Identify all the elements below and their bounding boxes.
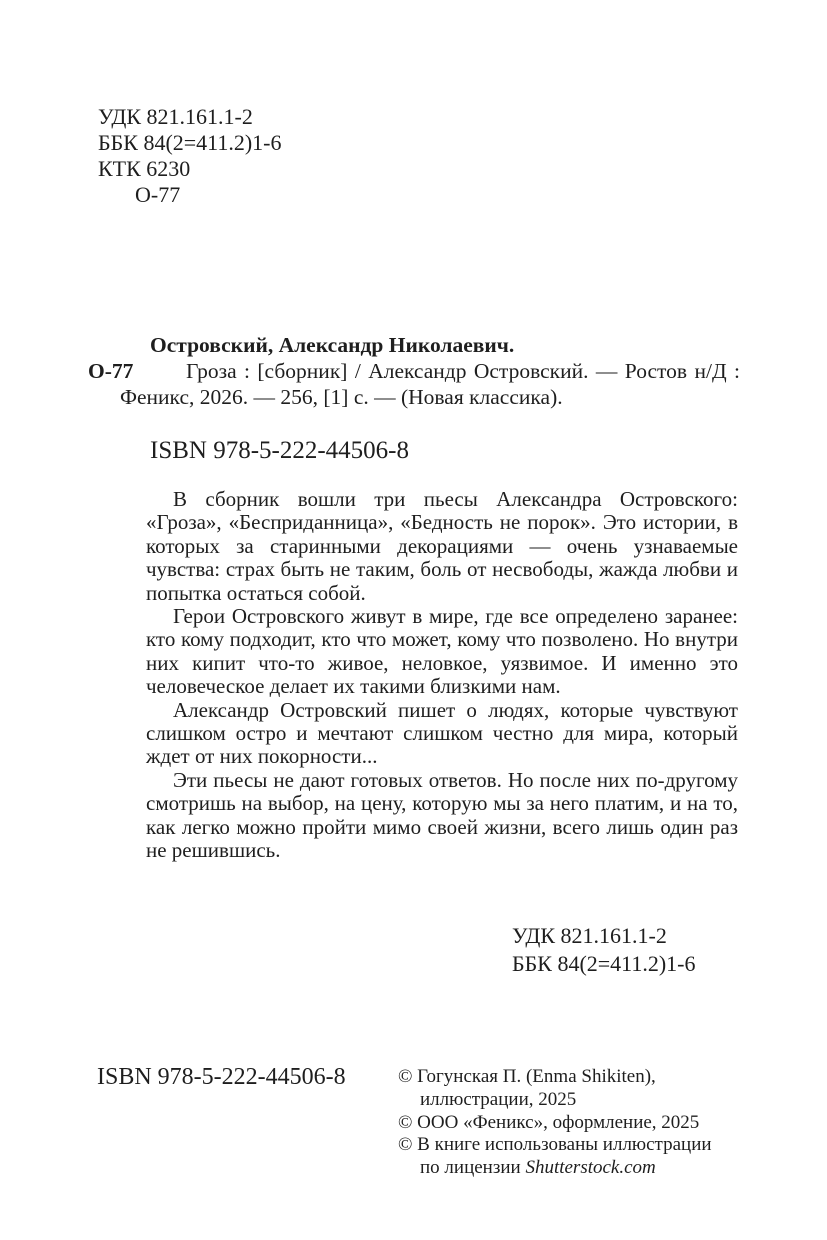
bib-body (88, 358, 740, 410)
bbk-code-bottom: ББК 84(2=411.2)1-6 (512, 951, 696, 976)
copyright-license (398, 1134, 724, 1180)
ktk-code: КТК 6230 (98, 156, 191, 181)
annotation-paragraph-4: Эти пьесы не дают готовых ответов. Но после них по-другому смотришь на выбор, на цену, которую мы за него платим, и на то, как легко можно пройти мимо своей жизни, всего лишь один раз не решившись. (146, 767, 738, 863)
annotation-paragraph-3: Александр Островский пишет о людях, которые чувствуют слишком остро и мечтают слишком честно для мира, который ждет от них покорности... (146, 697, 738, 769)
bib-author-heading: Островский, Александр Николаевич. (150, 333, 515, 357)
annotation-paragraph-2: Герои Островского живут в мире, где все определено заранее: кто кому подходит, кто что может, кому что позволено. Но внутри них кипит что-то живое, неловкое, уязвимое. И именно это человеческое делает их такими близкими нам. (146, 604, 738, 699)
isbn-upper: ISBN 978-5-222-44506-8 (150, 437, 410, 464)
copyright-block (398, 1066, 724, 1180)
bib-description: Гроза : [сборник] / Александр Островский. — Ростов н/Д : Феникс, 2026. — 256, [1] с. — (Новая классика). (120, 359, 740, 409)
copyright-illustrator (398, 1066, 724, 1112)
annotation-text (146, 488, 738, 863)
classification-codes-bottom (512, 922, 696, 978)
bbk-code-top: ББК 84(2=411.2)1-6 (98, 130, 282, 155)
isbn-lower: ISBN 978-5-222-44506-8 (97, 1064, 346, 1090)
bibliographic-record (88, 332, 740, 410)
copyright-license-text: © В книге использованы иллюстрации по лицензии (398, 1134, 712, 1179)
classification-codes-top (98, 104, 282, 208)
copyright-illustrator-text: © Гогунская П. (Enma Shikiten), иллюстрации, 2025 (398, 1066, 656, 1110)
copyright-license-source: Shutterstock.com (525, 1157, 656, 1179)
udc-code-top: УДК 821.161.1-2 (98, 104, 253, 129)
copyright-publisher (398, 1112, 724, 1135)
copyright-publisher-text: © ООО «Феникс», оформление, 2025 (398, 1111, 700, 1133)
annotation-paragraph-1: В сборник вошли три пьесы Александра Островского: «Гроза», «Бесприданница», «Бедность не порок». Это истории, в которых за старинными декорациями — очень узнаваемые чувства: страх быть не таким, боль от несвободы, жажда любви и попытка остаться собой. (146, 487, 738, 605)
bib-author-sign-code: О-77 (88, 359, 134, 383)
author-sign-code-top: О-77 (135, 182, 181, 207)
udc-code-bottom: УДК 821.161.1-2 (512, 923, 667, 948)
